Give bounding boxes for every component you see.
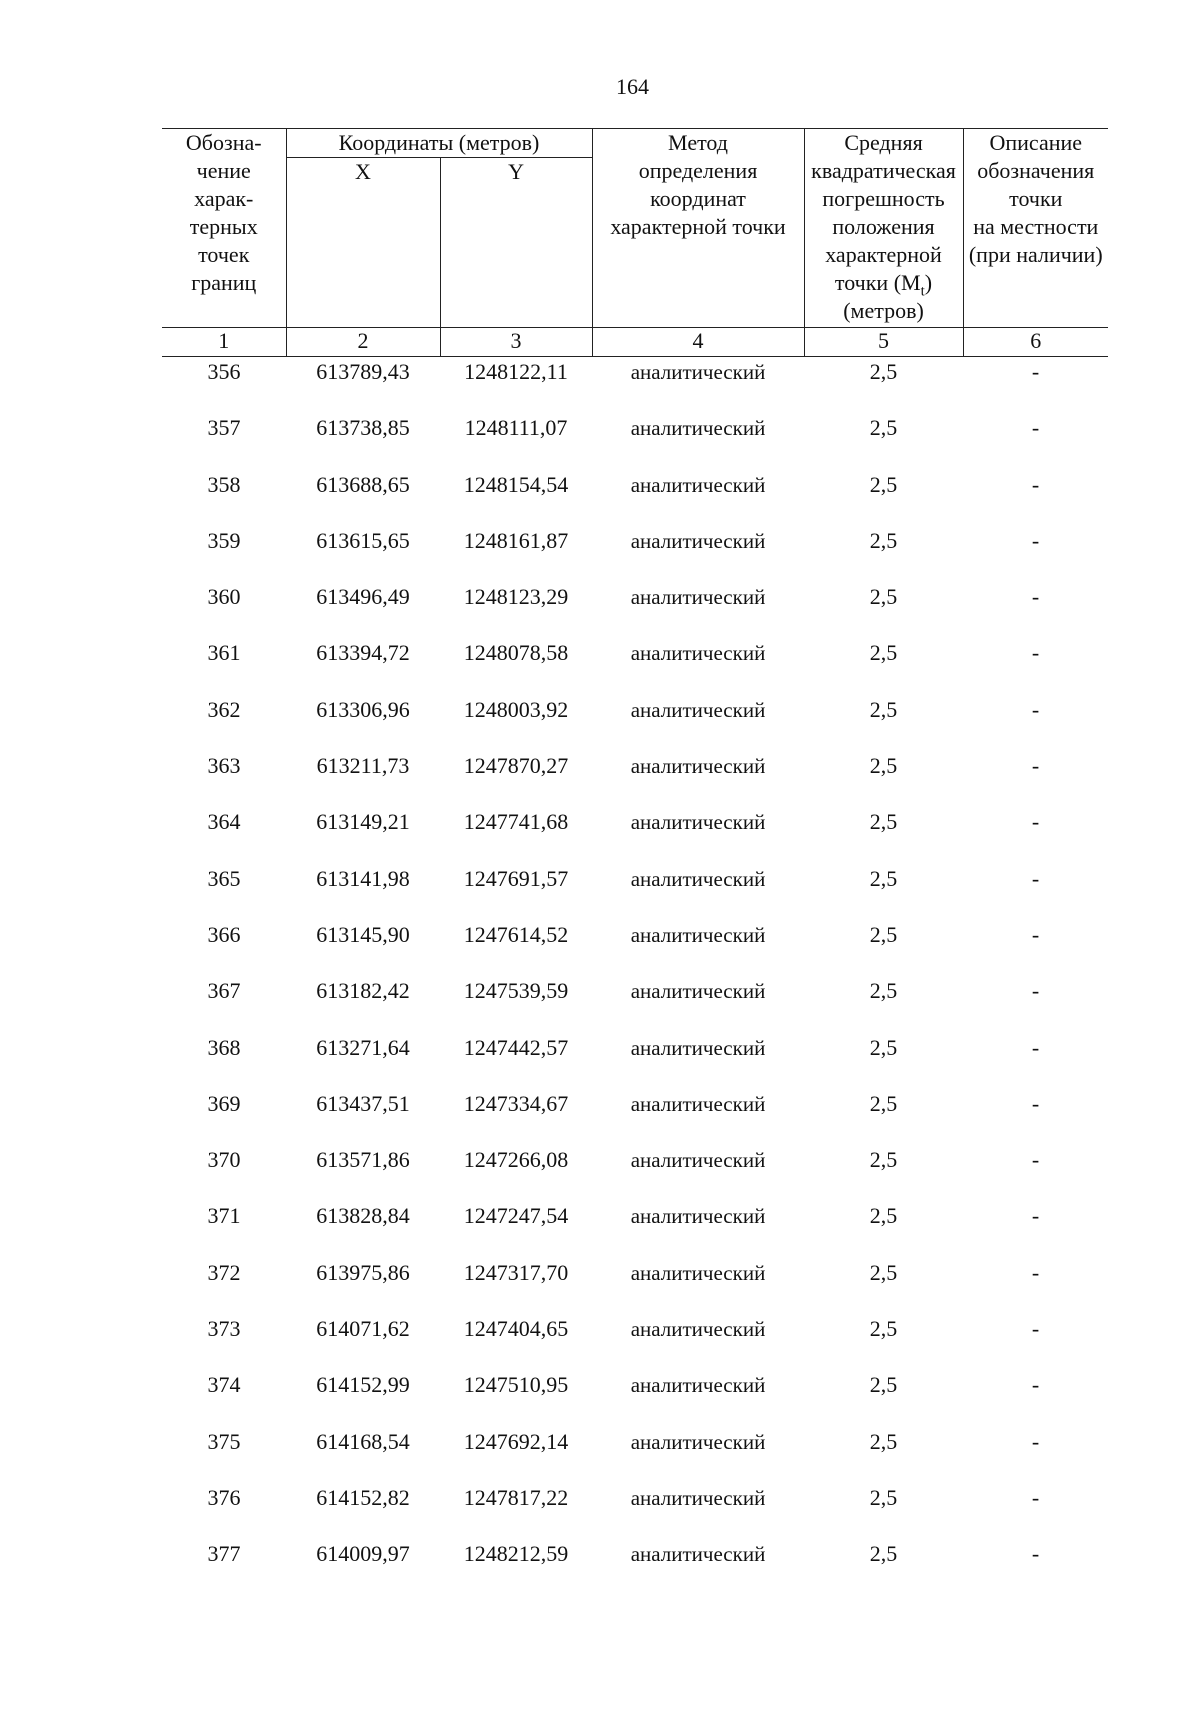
cell-point-id: 362: [207, 696, 241, 722]
cell-error: 2,5: [869, 1259, 898, 1285]
cell-coord-x: 613211,73: [316, 753, 410, 779]
column-number: 1: [162, 328, 286, 357]
cell-method: аналитический: [630, 1260, 766, 1285]
cell-point-id: 371: [207, 1203, 241, 1229]
cell-method: аналитический: [630, 697, 766, 722]
table-body: [162, 357, 1108, 1596]
cell-point-id: 376: [207, 1484, 241, 1510]
header-y: Y: [440, 158, 592, 328]
cell-coord-y: 1247692,14: [463, 1428, 569, 1454]
table-row: [162, 976, 1108, 1032]
cell-point-id: 370: [207, 1147, 241, 1173]
table-row: [162, 751, 1108, 807]
cell-description: -: [1031, 753, 1040, 779]
cell-error: 2,5: [869, 809, 898, 835]
cell-point-id: 356: [207, 359, 241, 384]
cell-coord-y: 1248003,92: [463, 696, 569, 722]
cell-coord-x: 613496,49: [316, 584, 410, 610]
cell-method: аналитический: [630, 585, 766, 610]
cell-point-id: 365: [207, 865, 241, 891]
cell-point-id: 366: [207, 921, 241, 947]
cell-coord-x: 613688,65: [316, 471, 410, 497]
cell-error: 2,5: [869, 584, 898, 610]
cell-description: -: [1031, 1203, 1040, 1229]
table-row: [162, 582, 1108, 638]
cell-description: -: [1031, 1372, 1040, 1398]
cell-coord-y: 1248078,58: [463, 640, 569, 666]
table-row: [162, 920, 1108, 976]
column-number: 3: [440, 328, 592, 357]
cell-point-id: 377: [207, 1541, 241, 1567]
cell-coord-y: 1247334,67: [463, 1090, 569, 1116]
header-point-mt: точки $(M_t)$: [834, 270, 933, 300]
cell-description: -: [1031, 1541, 1040, 1567]
boundary-points-table: [162, 128, 1108, 1596]
cell-coord-y: 1248161,87: [463, 527, 569, 553]
cell-description: -: [1031, 1316, 1040, 1342]
cell-point-id: 361: [207, 640, 241, 666]
cell-method: аналитический: [630, 922, 766, 947]
cell-coord-x: 613271,64: [316, 1034, 410, 1060]
cell-coord-y: 1247442,57: [463, 1034, 569, 1060]
cell-error: 2,5: [869, 753, 898, 779]
cell-coord-x: 614152,82: [316, 1484, 410, 1510]
cell-description: -: [1031, 584, 1040, 610]
cell-coord-y: 1247691,57: [463, 865, 569, 891]
cell-error: 2,5: [869, 1147, 898, 1173]
cell-coord-y: 1247247,54: [463, 1203, 569, 1229]
table-row: [162, 1145, 1108, 1201]
cell-method: аналитический: [630, 528, 766, 553]
cell-method: аналитический: [630, 416, 766, 441]
cell-method: аналитический: [630, 1373, 766, 1398]
cell-method: аналитический: [630, 641, 766, 666]
cell-coord-y: 1248154,54: [463, 471, 569, 497]
cell-description: -: [1031, 696, 1040, 722]
cell-coord-x: 613828,84: [316, 1203, 410, 1229]
column-numbers-row: [162, 328, 1108, 357]
cell-description: -: [1031, 1090, 1040, 1116]
cell-point-id: 363: [207, 753, 241, 779]
cell-description: -: [1031, 978, 1040, 1004]
cell-coord-x: 613975,86: [316, 1259, 410, 1285]
cell-error: 2,5: [869, 359, 898, 384]
table-row: [162, 1201, 1108, 1257]
cell-method: аналитический: [630, 472, 766, 497]
cell-point-id: 360: [207, 584, 241, 610]
cell-coord-x: 613394,72: [316, 640, 410, 666]
column-number: 5: [804, 328, 963, 357]
cell-error: 2,5: [869, 527, 898, 553]
cell-method: аналитический: [630, 866, 766, 891]
cell-method: аналитический: [630, 979, 766, 1004]
page-number: 164: [616, 74, 649, 99]
cell-point-id: 374: [207, 1372, 241, 1398]
cell-coord-y: 1247817,22: [463, 1484, 569, 1510]
cell-description: -: [1031, 809, 1040, 835]
cell-coord-x: 614152,99: [316, 1372, 410, 1398]
cell-method: аналитический: [630, 1035, 766, 1060]
table-row: [162, 1483, 1108, 1539]
cell-description: -: [1031, 1428, 1040, 1454]
cell-description: -: [1031, 359, 1040, 384]
cell-coord-y: 1248122,11: [464, 359, 568, 384]
cell-point-id: 375: [207, 1428, 241, 1454]
table-row: [162, 638, 1108, 694]
table-row: [162, 1370, 1108, 1426]
cell-error: 2,5: [869, 1203, 898, 1229]
cell-coord-x: 614009,97: [316, 1541, 410, 1567]
cell-coord-y: 1248212,59: [463, 1541, 569, 1567]
header-point-designation: Обозна- чение харак- терных точек границ: [162, 129, 286, 328]
cell-coord-y: 1247404,65: [463, 1316, 569, 1342]
cell-coord-y: 1247741,68: [463, 809, 569, 835]
cell-point-id: 373: [207, 1316, 241, 1342]
header-coordinates: Координаты (метров): [286, 129, 592, 158]
cell-coord-x: 613738,85: [316, 415, 410, 441]
cell-coord-y: 1247614,52: [463, 921, 569, 947]
cell-point-id: 367: [207, 978, 241, 1004]
cell-error: 2,5: [869, 978, 898, 1004]
cell-coord-y: 1247510,95: [463, 1372, 569, 1398]
cell-coord-x: 613789,43: [316, 359, 410, 384]
header-method: Метод определения координат характерной точки: [592, 129, 804, 328]
cell-coord-x: 613437,51: [316, 1090, 410, 1116]
cell-description: -: [1031, 1484, 1040, 1510]
column-number: 4: [592, 328, 804, 357]
column-number: 2: [286, 328, 440, 357]
cell-coord-x: 614071,62: [316, 1316, 410, 1342]
cell-coord-y: 1247317,70: [463, 1259, 569, 1285]
header-x: X: [286, 158, 440, 328]
table-row: [162, 1427, 1108, 1483]
cell-coord-y: 1247266,08: [463, 1147, 569, 1173]
cell-error: 2,5: [869, 640, 898, 666]
cell-method: аналитический: [630, 1204, 766, 1229]
table-row: [162, 1033, 1108, 1089]
cell-error: 2,5: [869, 415, 898, 441]
cell-coord-x: 613615,65: [316, 527, 410, 553]
cell-error: 2,5: [869, 921, 898, 947]
cell-point-id: 359: [207, 527, 241, 553]
cell-point-id: 357: [207, 415, 241, 441]
cell-error: 2,5: [869, 1034, 898, 1060]
cell-description: -: [1031, 415, 1040, 441]
cell-error: 2,5: [869, 865, 898, 891]
cell-description: -: [1031, 640, 1040, 666]
cell-method: аналитический: [630, 1091, 766, 1116]
cell-description: -: [1031, 1259, 1040, 1285]
cell-method: аналитический: [630, 810, 766, 835]
table-row: [162, 864, 1108, 920]
table-row: [162, 1314, 1108, 1370]
cell-description: -: [1031, 921, 1040, 947]
cell-error: 2,5: [869, 1090, 898, 1116]
header-description: Описание обозначения точки на местности (при наличии): [963, 129, 1108, 328]
cell-method: аналитический: [630, 754, 766, 779]
table-row: [162, 413, 1108, 469]
cell-method: аналитический: [630, 1148, 766, 1173]
cell-method: аналитический: [630, 1542, 766, 1567]
cell-error: 2,5: [869, 1428, 898, 1454]
cell-error: 2,5: [869, 1316, 898, 1342]
header-mean-square-error: Средняя квадратическая погрешность положения характерной точки $(M_t)$ (метров): [804, 129, 963, 328]
column-number: 6: [963, 328, 1108, 357]
table-row: [162, 1258, 1108, 1314]
cell-error: 2,5: [869, 696, 898, 722]
table-row: [162, 526, 1108, 582]
table-row: [162, 1089, 1108, 1145]
cell-error: 2,5: [869, 1541, 898, 1567]
cell-point-id: 358: [207, 471, 241, 497]
cell-description: -: [1031, 1147, 1040, 1173]
cell-method: аналитический: [630, 360, 766, 384]
cell-coord-y: 1247870,27: [463, 753, 569, 779]
cell-description: -: [1031, 527, 1040, 553]
cell-method: аналитический: [630, 1429, 766, 1454]
table-row: [162, 695, 1108, 751]
cell-point-id: 368: [207, 1034, 241, 1060]
cell-coord-y: 1247539,59: [463, 978, 569, 1004]
cell-error: 2,5: [869, 471, 898, 497]
cell-coord-y: 1248123,29: [463, 584, 569, 610]
cell-coord-x: 613182,42: [316, 978, 410, 1004]
cell-point-id: 372: [207, 1259, 241, 1285]
table-row: [162, 357, 1108, 414]
cell-error: 2,5: [869, 1484, 898, 1510]
cell-coord-y: 1248111,07: [464, 415, 568, 441]
cell-coord-x: 613145,90: [316, 921, 410, 947]
header-row: [162, 129, 1108, 158]
cell-point-id: 364: [207, 809, 241, 835]
cell-coord-x: 613141,98: [316, 865, 410, 891]
cell-description: -: [1031, 471, 1040, 497]
table-row: [162, 1539, 1108, 1595]
table-row: [162, 470, 1108, 526]
table-row: [162, 807, 1108, 863]
cell-coord-x: 614168,54: [316, 1428, 410, 1454]
cell-method: аналитический: [630, 1485, 766, 1510]
cell-coord-x: 613306,96: [316, 696, 410, 722]
cell-description: -: [1031, 1034, 1040, 1060]
cell-error: 2,5: [869, 1372, 898, 1398]
cell-coord-x: 613149,21: [316, 809, 410, 835]
cell-point-id: 369: [207, 1090, 241, 1116]
cell-method: аналитический: [630, 1317, 766, 1342]
cell-description: -: [1031, 865, 1040, 891]
cell-coord-x: 613571,86: [316, 1147, 410, 1173]
